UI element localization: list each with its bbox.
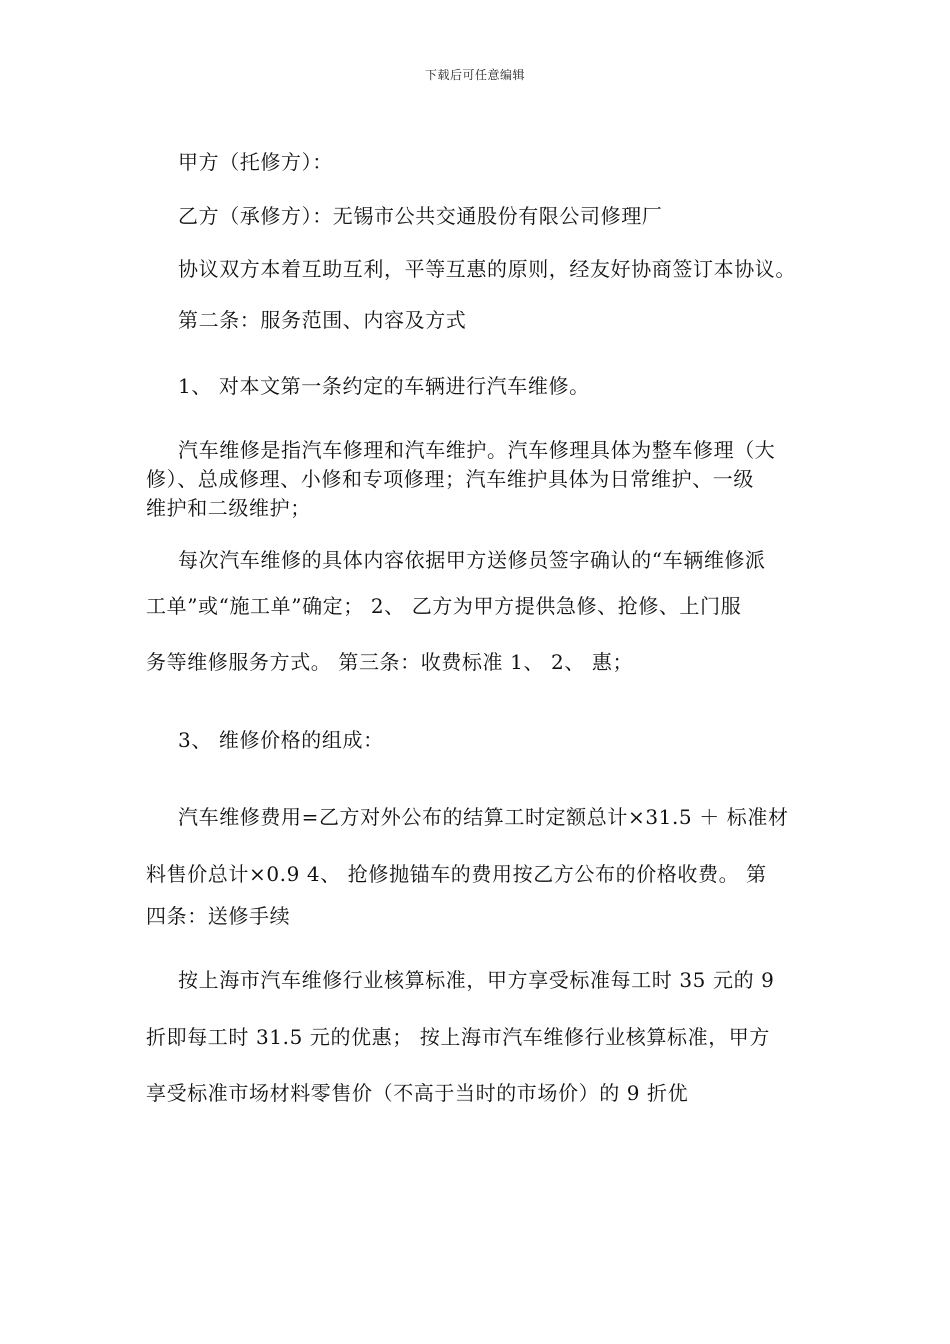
page-header: 下载后可任意编辑: [424, 68, 525, 82]
paragraph-line: 汽车维修是指汽车修理和汽车维护。汽车修理具体为整车修理（大: [178, 438, 776, 462]
article-2-heading: 第二条：服务范围、内容及方式: [178, 308, 467, 332]
party-a-line: 甲方（托修方）：: [178, 150, 333, 174]
agreement-intro: 协议双方本着互助互利，平等互惠的原则，经友好协商签订本协议。: [178, 257, 796, 281]
party-b-line: 乙方（承修方）：无锡市公共交通股份有限公司修理厂: [178, 204, 663, 228]
article-4-heading: 四条：送修手续: [146, 904, 291, 928]
clause-2-1: 1、 对本文第一条约定的车辆进行汽车维修。: [178, 374, 590, 398]
paragraph-line: 折即每工时 31.5 元的优惠； 按上海市汽车维修行业核算标准，甲方: [146, 1025, 771, 1049]
paragraph-line: 维护和二级维护；: [146, 496, 311, 520]
paragraph-line: 料售价总计×0.9 4、 抢修抛锚车的费用按乙方公布的价格收费。 第: [146, 862, 767, 886]
paragraph-line: 汽车维修费用=乙方对外公布的结算工时定额总计×31.5 ＋ 标准材: [178, 805, 789, 829]
paragraph-line: 修）、总成修理、小修和专项修理；汽车维护具体为日常维护、一级: [146, 467, 754, 491]
clause-3-3: 3、 维修价格的组成：: [178, 728, 384, 752]
paragraph-line: 按上海市汽车维修行业核算标准，甲方享受标准每工时 35 元的 9: [178, 968, 775, 992]
paragraph-line: 享受标准市场材料零售价（不高于当时的市场价）的 9 折优: [146, 1081, 689, 1105]
paragraph-line: 每次汽车维修的具体内容依据甲方送修员签字确认的“车辆维修派: [178, 548, 766, 572]
paragraph-line: 工单”或“施工单”确定； 2、 乙方为甲方提供急修、抢修、上门服: [146, 594, 742, 618]
paragraph-line: 务等维修服务方式。 第三条：收费标准 1、 2、 惠；: [146, 650, 634, 674]
